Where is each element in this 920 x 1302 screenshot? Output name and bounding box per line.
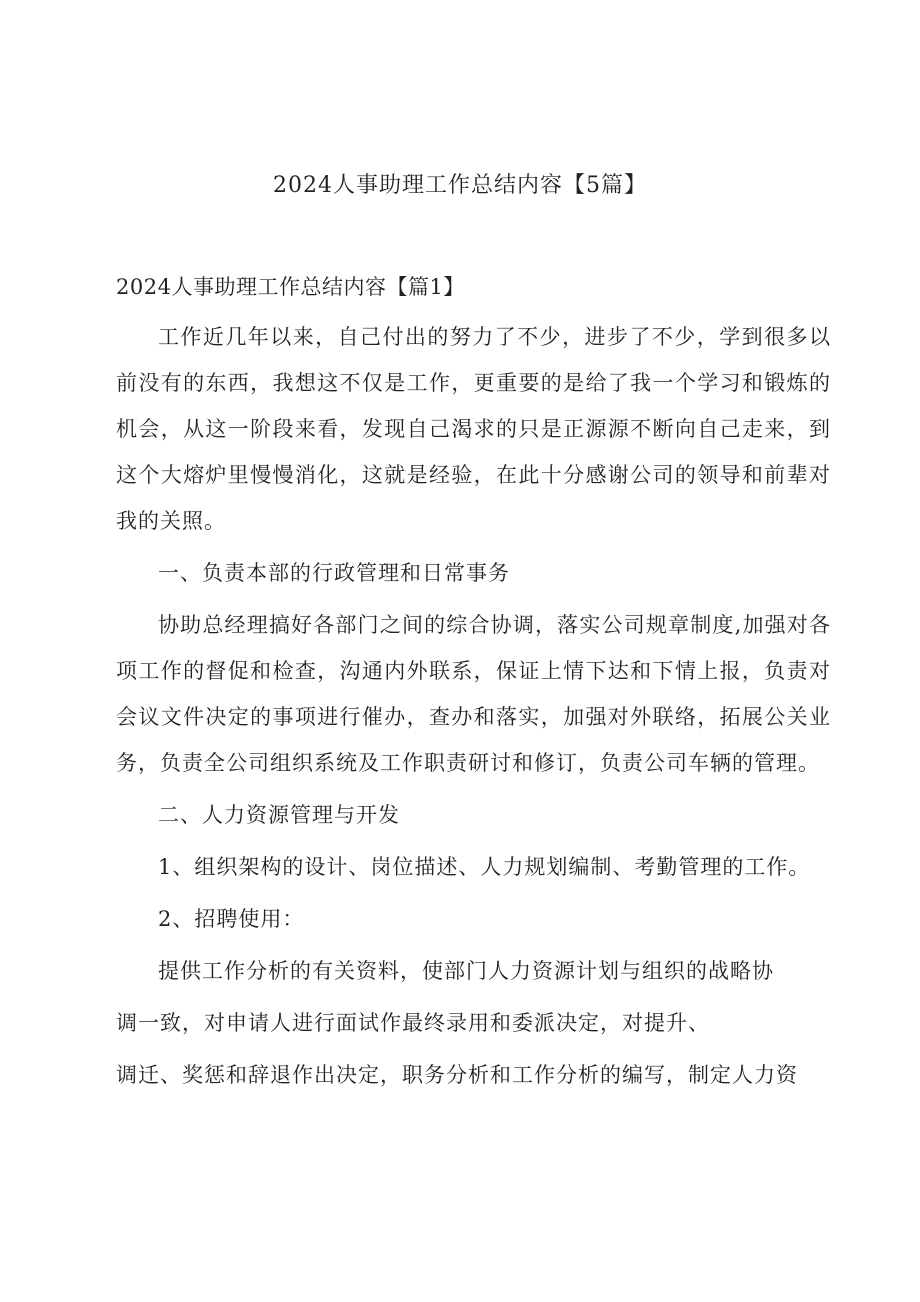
body-line-recruitment-3: 调迁、奖惩和辞退作出决定，职务分析和工作分析的编写，制定人力资 [116,1063,798,1087]
section-heading: 2024人事助理工作总结内容【篇1】 [116,275,465,299]
document-title: 2024人事助理工作总结内容【5篇】 [273,173,647,198]
body-line-recruitment-2: 调一致，对申请人进行面试作最终录用和委派决定，对提升、 [116,1011,710,1035]
list-item-organization: 1、组织架构的设计、岗位描述、人力规划编制、考勤管理的工作。 [158,855,811,879]
list-item-recruitment: 2、招聘使用： [158,907,305,931]
body-paragraph-intro: 工作近几年以来，自己付出的努力了不少，进步了不少，学到很多以前没有的东西，我想这不仅是工作，更重要的是给了我一个学习和锻炼的机会，从这一阶段来看，发现自己渴求的只是正源源不断向自己走来，到这个大熔炉里慢慢消化，这就是经验，在此十分感谢公司的领导和前辈对我的关照。 [116,325,831,533]
subheading-hr-management: 二、人力资源管理与开发 [158,803,400,827]
body-paragraph-administration: 协助总经理搞好各部门之间的综合协调，落实公司规章制度,加强对各项工作的督促和检查，沟通内外联系，保证上情下达和下情上报，负责对会议文件决定的事项进行催办，查办和落实，加强对外联络，拓展公关业务，负责全公司组织系统及工作职责研讨和修订，负责公司车辆的管理。 [116,613,831,775]
subheading-administration: 一、负责本部的行政管理和日常事务 [158,561,510,585]
body-line-recruitment-1: 提供工作分析的有关资料，使部门人力资源计划与组织的战略协 [158,959,774,983]
document-body [116,268,831,1098]
